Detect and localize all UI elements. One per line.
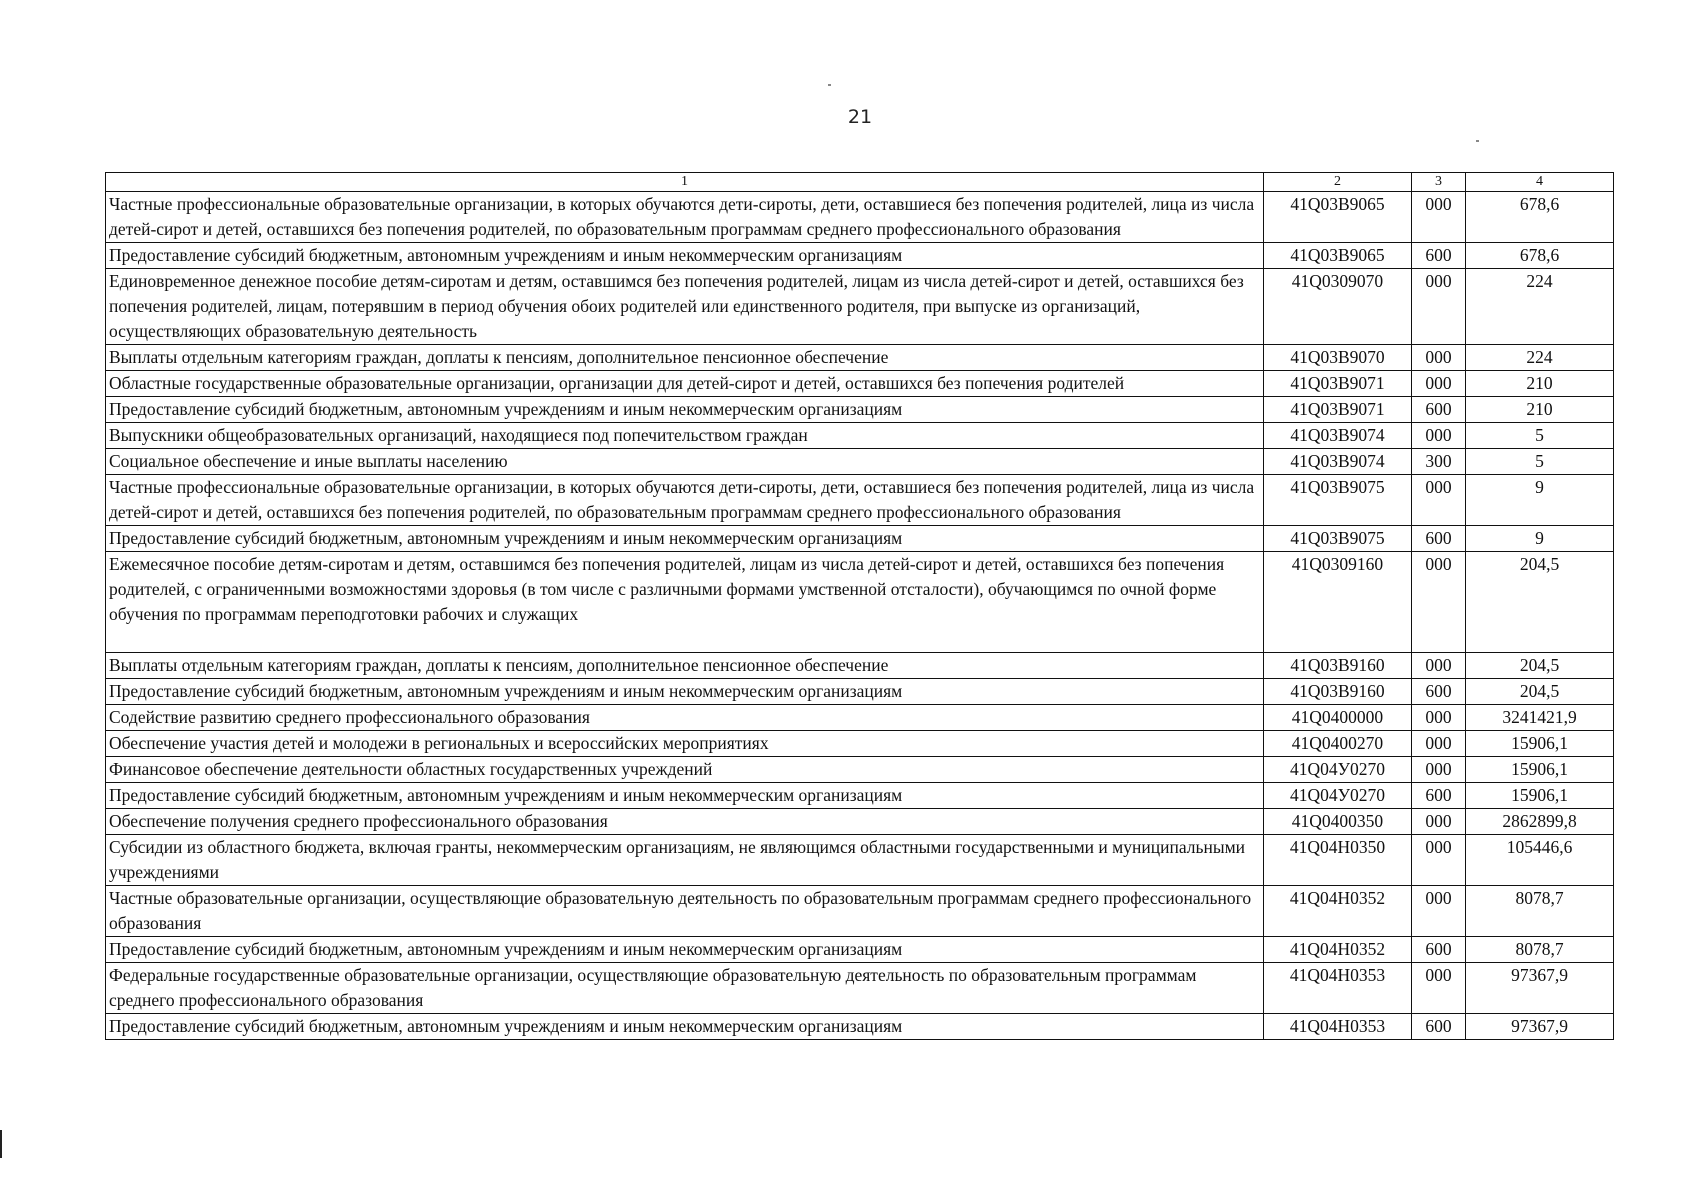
row-amount: 8078,7 — [1466, 937, 1614, 963]
header-col-3: 3 — [1412, 173, 1466, 192]
row-code: 41Q0400270 — [1264, 731, 1412, 757]
row-amount: 3241421,9 — [1466, 705, 1614, 731]
budget-table — [105, 172, 1614, 1040]
row-name: Ежемесячное пособие детям-сиротам и детям, оставшимся без попечения родителей, лицам из числа детей-сирот и детей, оставшихся без попечения родителей, с ограниченными возможностями здоровья (в том числе с различными формами умственной отсталости), обучающимся по очной форме обучения по программам переподготовки рабочих и служащих — [106, 552, 1264, 653]
row-amount: 5 — [1466, 449, 1614, 475]
row-vr: 000 — [1412, 371, 1466, 397]
table-row — [106, 835, 1614, 886]
row-amount: 9 — [1466, 475, 1614, 526]
header-col-1: 1 — [106, 173, 1264, 192]
table-row — [106, 679, 1614, 705]
page-number: 21 — [847, 106, 873, 128]
header-col-4: 4 — [1466, 173, 1614, 192]
table-row — [106, 397, 1614, 423]
row-vr: 000 — [1412, 192, 1466, 243]
row-vr: 000 — [1412, 963, 1466, 1014]
row-name: Содействие развитию среднего профессионального образования — [106, 705, 1264, 731]
row-vr: 000 — [1412, 552, 1466, 653]
row-amount: 8078,7 — [1466, 886, 1614, 937]
row-vr: 300 — [1412, 449, 1466, 475]
row-amount: 15906,1 — [1466, 731, 1614, 757]
row-name: Областные государственные образовательные организации, организации для детей-сирот и детей, оставшихся без попечения родителей — [106, 371, 1264, 397]
row-code: 41Q0400350 — [1264, 809, 1412, 835]
row-code: 41Q03B9065 — [1264, 243, 1412, 269]
row-amount: 2862899,8 — [1466, 809, 1614, 835]
scan-speck — [1476, 140, 1479, 142]
row-code: 41Q04H0352 — [1264, 886, 1412, 937]
row-code: 41Q03B9075 — [1264, 526, 1412, 552]
table-row — [106, 269, 1614, 345]
row-name: Предоставление субсидий бюджетным, автономным учреждениям и иным некоммерческим организациям — [106, 937, 1264, 963]
row-name: Субсидии из областного бюджета, включая гранты, некоммерческим организациям, не являющимся областными государственными и муниципальными учреждениями — [106, 835, 1264, 886]
row-code: 41Q04H0350 — [1264, 835, 1412, 886]
row-vr: 000 — [1412, 809, 1466, 835]
table-row — [106, 345, 1614, 371]
row-amount: 97367,9 — [1466, 1014, 1614, 1040]
row-name: Выплаты отдельным категориям граждан, доплаты к пенсиям, дополнительное пенсионное обеспечение — [106, 653, 1264, 679]
table-row — [106, 757, 1614, 783]
row-vr: 600 — [1412, 397, 1466, 423]
row-name: Выплаты отдельным категориям граждан, доплаты к пенсиям, дополнительное пенсионное обеспечение — [106, 345, 1264, 371]
row-amount: 97367,9 — [1466, 963, 1614, 1014]
row-amount: 210 — [1466, 371, 1614, 397]
row-name: Частные профессиональные образовательные организации, в которых обучаются дети-сироты, дети, оставшиеся без попечения родителей, лица из числа детей-сирот и детей, оставшихся без попечения родителей, по образовательным программам среднего профессионального образования — [106, 192, 1264, 243]
row-vr: 000 — [1412, 475, 1466, 526]
row-code: 41Q03B9160 — [1264, 679, 1412, 705]
row-name: Предоставление субсидий бюджетным, автономным учреждениям и иным некоммерческим организациям — [106, 783, 1264, 809]
row-name: Предоставление субсидий бюджетным, автономным учреждениям и иным некоммерческим организациям — [106, 526, 1264, 552]
row-vr: 000 — [1412, 423, 1466, 449]
header-col-2: 2 — [1264, 173, 1412, 192]
row-vr: 000 — [1412, 757, 1466, 783]
table-row — [106, 937, 1614, 963]
row-name: Предоставление субсидий бюджетным, автономным учреждениям и иным некоммерческим организациям — [106, 243, 1264, 269]
row-vr: 000 — [1412, 705, 1466, 731]
row-vr: 600 — [1412, 679, 1466, 705]
row-amount: 15906,1 — [1466, 783, 1614, 809]
table-row — [106, 449, 1614, 475]
row-name: Финансовое обеспечение деятельности областных государственных учреждений — [106, 757, 1264, 783]
row-vr: 000 — [1412, 653, 1466, 679]
row-code: 41Q03B9074 — [1264, 449, 1412, 475]
row-amount: 204,5 — [1466, 679, 1614, 705]
row-code: 41Q03B9065 — [1264, 192, 1412, 243]
row-vr: 600 — [1412, 243, 1466, 269]
row-code: 41Q04H0352 — [1264, 937, 1412, 963]
table-row — [106, 371, 1614, 397]
scan-edge-mark — [0, 1130, 2, 1158]
row-code: 41Q03B9074 — [1264, 423, 1412, 449]
table-row — [106, 423, 1614, 449]
row-name: Частные образовательные организации, осуществляющие образовательную деятельность по образовательным программам среднего профессионального образования — [106, 886, 1264, 937]
row-name: Выпускники общеобразовательных организаций, находящиеся под попечительством граждан — [106, 423, 1264, 449]
row-amount: 15906,1 — [1466, 757, 1614, 783]
row-amount: 210 — [1466, 397, 1614, 423]
row-code: 41Q0309160 — [1264, 552, 1412, 653]
header-row — [106, 173, 1614, 192]
row-amount: 9 — [1466, 526, 1614, 552]
row-vr: 600 — [1412, 526, 1466, 552]
row-amount: 224 — [1466, 345, 1614, 371]
row-amount: 224 — [1466, 269, 1614, 345]
table-row — [106, 653, 1614, 679]
row-vr: 000 — [1412, 345, 1466, 371]
row-code: 41Q03B9071 — [1264, 397, 1412, 423]
row-amount: 5 — [1466, 423, 1614, 449]
row-vr: 000 — [1412, 731, 1466, 757]
scan-speck — [828, 84, 831, 86]
table-row — [106, 705, 1614, 731]
row-code: 41Q03B9160 — [1264, 653, 1412, 679]
table-row — [106, 963, 1614, 1014]
table-row — [106, 1014, 1614, 1040]
row-vr: 600 — [1412, 783, 1466, 809]
table-row — [106, 243, 1614, 269]
row-vr: 000 — [1412, 886, 1466, 937]
row-code: 41Q04У0270 — [1264, 757, 1412, 783]
row-code: 41Q03B9071 — [1264, 371, 1412, 397]
row-vr: 000 — [1412, 269, 1466, 345]
row-vr: 000 — [1412, 835, 1466, 886]
table-row — [106, 783, 1614, 809]
row-name: Обеспечение получения среднего профессионального образования — [106, 809, 1264, 835]
row-name: Предоставление субсидий бюджетным, автономным учреждениям и иным некоммерческим организациям — [106, 679, 1264, 705]
row-code: 41Q04H0353 — [1264, 963, 1412, 1014]
row-code: 41Q0309070 — [1264, 269, 1412, 345]
row-amount: 204,5 — [1466, 653, 1614, 679]
row-name: Федеральные государственные образовательные организации, осуществляющие образовательную деятельность по образовательным программам среднего профессионального образования — [106, 963, 1264, 1014]
row-vr: 600 — [1412, 937, 1466, 963]
table-row — [106, 886, 1614, 937]
table-row — [106, 809, 1614, 835]
row-amount: 105446,6 — [1466, 835, 1614, 886]
row-name: Предоставление субсидий бюджетным, автономным учреждениям и иным некоммерческим организациям — [106, 1014, 1264, 1040]
row-vr: 600 — [1412, 1014, 1466, 1040]
row-name: Обеспечение участия детей и молодежи в региональных и всероссийских мероприятиях — [106, 731, 1264, 757]
row-name: Частные профессиональные образовательные организации, в которых обучаются дети-сироты, дети, оставшиеся без попечения родителей, лица из числа детей-сирот и детей, оставшихся без попечения родителей, по образовательным программам среднего профессионального образования — [106, 475, 1264, 526]
row-name: Единовременное денежное пособие детям-сиротам и детям, оставшимся без попечения родителей, лицам из числа детей-сирот и детей, оставшихся без попечения родителей, лицам, потерявшим в период обучения обоих родителей или единственного родителя, при выпуске из организаций, осуществляющих образовательную деятельность — [106, 269, 1264, 345]
table-row — [106, 526, 1614, 552]
row-code: 41Q04У0270 — [1264, 783, 1412, 809]
table-row — [106, 192, 1614, 243]
row-amount: 204,5 — [1466, 552, 1614, 653]
row-name: Социальное обеспечение и иные выплаты населению — [106, 449, 1264, 475]
table-row — [106, 552, 1614, 653]
row-amount: 678,6 — [1466, 192, 1614, 243]
row-code: 41Q0400000 — [1264, 705, 1412, 731]
row-name: Предоставление субсидий бюджетным, автономным учреждениям и иным некоммерческим организациям — [106, 397, 1264, 423]
row-code: 41Q03B9070 — [1264, 345, 1412, 371]
row-code: 41Q03B9075 — [1264, 475, 1412, 526]
row-amount: 678,6 — [1466, 243, 1614, 269]
table-row — [106, 731, 1614, 757]
table-row — [106, 475, 1614, 526]
row-code: 41Q04H0353 — [1264, 1014, 1412, 1040]
